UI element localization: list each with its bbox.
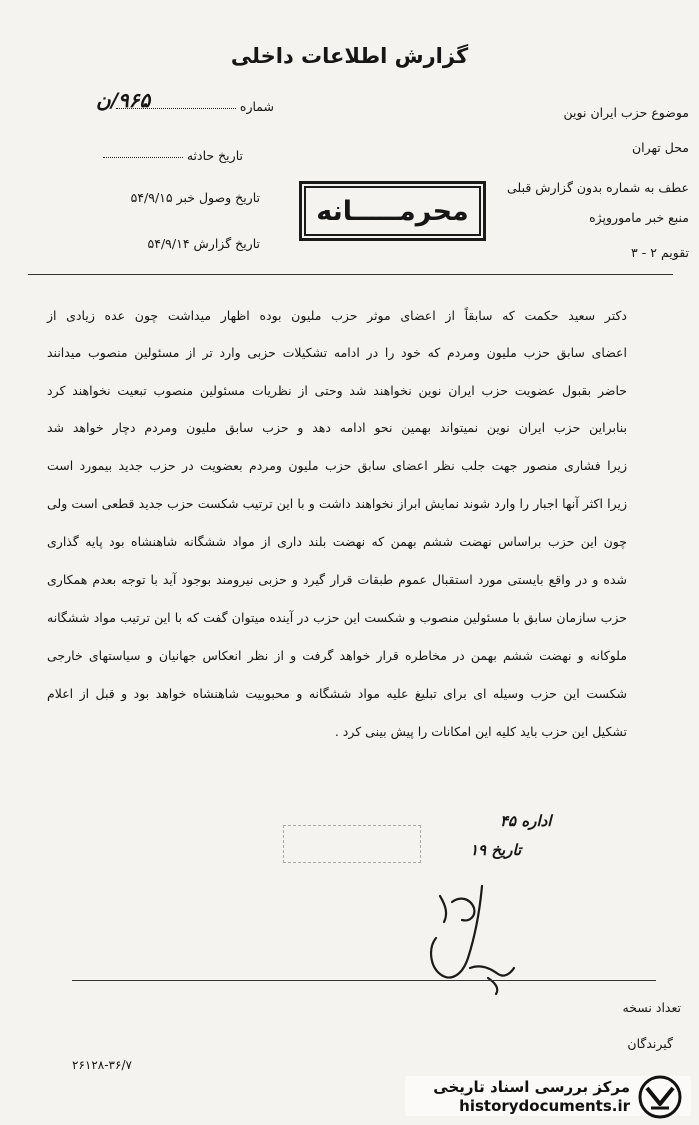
received-date-value: ۵۴/۹/۱۵ xyxy=(130,190,173,205)
body-line-1: دکتر سعید حکمت که سابقاً از اعضای موثر حزب ملیون بوده اظهار میداشت چون عده زیادی از xyxy=(47,308,627,323)
received-date-field xyxy=(88,190,260,205)
watermark-org-name: مرکز بررسی اسناد تاریخی xyxy=(433,1078,630,1096)
subject-label: موضوع xyxy=(651,105,689,120)
footer-divider xyxy=(72,980,656,981)
body-line-9: حزب سازمان سابق با مسئولین منصوب و شکست این حزب در آینده میتوان گفت که با این ترتیب مواد ششگانه xyxy=(47,610,627,625)
subject-field xyxy=(489,105,689,120)
header-divider xyxy=(28,274,673,275)
body-line-10: ملوکانه و نهضت ششم بهمن در مخاطره قرار خواهد گرفت و از نظر انعکاس جهانیان و سیاستهای خارجی xyxy=(47,648,627,663)
body-line-3: حاضر بقبول عضویت حزب ایران نوین نخواهند شد وحتی از نظریات مسئولین منصوب تبعیت نخواهند کرد xyxy=(47,383,627,398)
recipients-label: گیرندگان xyxy=(627,1036,673,1051)
number-label: شماره xyxy=(239,99,274,114)
report-date-label: تاریخ گزارش xyxy=(193,236,260,251)
subject-value: حزب ایران نوین xyxy=(563,105,648,120)
reference-field xyxy=(489,180,689,195)
source-label: منبع خبر xyxy=(645,210,689,225)
body-line-12: تشکیل این حزب باید کلیه این امکانات را پیش بینی کرد . xyxy=(334,724,627,739)
office-code-note: اداره ۴۵ xyxy=(500,812,552,830)
evaluation-label: تقویم xyxy=(660,245,689,260)
place-value: تهران xyxy=(631,140,661,155)
dated-note: تاریخ ۱۹ xyxy=(470,841,522,859)
document-code: ۲۶۱۲۸-۳۶/۷ xyxy=(72,1058,132,1072)
incident-date-label: تاریخ حادثه xyxy=(186,148,243,163)
place-label: محل xyxy=(664,140,689,155)
body-line-5: زیرا فشاری منصور جهت جلب نظر اعضای سابق حزب ملیون ومردم بعضویت در حزب جدید بیمورد است xyxy=(47,458,627,473)
report-date-value: ۵۴/۹/۱۴ xyxy=(147,236,190,251)
archive-logo-icon xyxy=(635,1074,685,1120)
received-date-label: تاریخ وصول خبر xyxy=(176,190,260,205)
copies-label: تعداد نسخه xyxy=(622,1000,681,1015)
body-line-4: بنابراین حزب ایران نوین نمیتواند بهمین نحو ادامه دهد و حزب سابق ملیون ومردم دچار خواهد شد xyxy=(47,420,627,435)
number-value: ۹۶۵/ن xyxy=(96,88,151,112)
body-line-6: زیرا اکثر آنها اجبار را وارد شوند نمایش ابراز نخواهند داشت و با این ترتیب شکست حزب جدید قطعی است ولی xyxy=(47,496,627,511)
body-line-2: اعضای سابق حزب ملیون ومردم که خود را در ادامه تشکیلات حزبی وارد تر از مسئولین منصوب میدانند xyxy=(47,345,627,360)
stamp-box xyxy=(283,825,421,863)
evaluation-value: ۲ - ۳ xyxy=(631,245,657,260)
place-field xyxy=(489,140,689,155)
reference-label: عطف به شماره xyxy=(606,180,689,195)
body-line-8: شده و در واقع بایستی مورد استقبال عموم طبقات قرار گیرد و حزبی نیرومند بوجود آید با توجه بعدم همکاری xyxy=(47,572,627,587)
evaluation-field xyxy=(489,245,689,260)
source-field xyxy=(489,210,689,225)
incident-date-dots xyxy=(103,156,183,158)
report-title: گزارش اطلاعات داخلی xyxy=(230,44,469,68)
watermark-url: historydocuments.ir xyxy=(459,1097,630,1115)
classification-stamp: محرمـــــانه xyxy=(299,181,486,241)
source-value: ماموروپژه xyxy=(589,210,642,225)
reference-value: بدون گزارش قبلی xyxy=(507,180,603,195)
body-line-7: چون این حزب براساس نهضت ششم بهمن که نهضت بلند داری از مواد ششگانه شاهنشاه بود پایه گذاری xyxy=(47,534,627,549)
body-line-11: شکست این حزب وسیله ای برای تبلیغ علیه مواد ششگانه و محبوبیت شاهنشاه خواهد بود و قبل از اعلام xyxy=(47,686,627,701)
incident-date-field xyxy=(90,148,243,163)
report-date-field xyxy=(84,236,260,251)
